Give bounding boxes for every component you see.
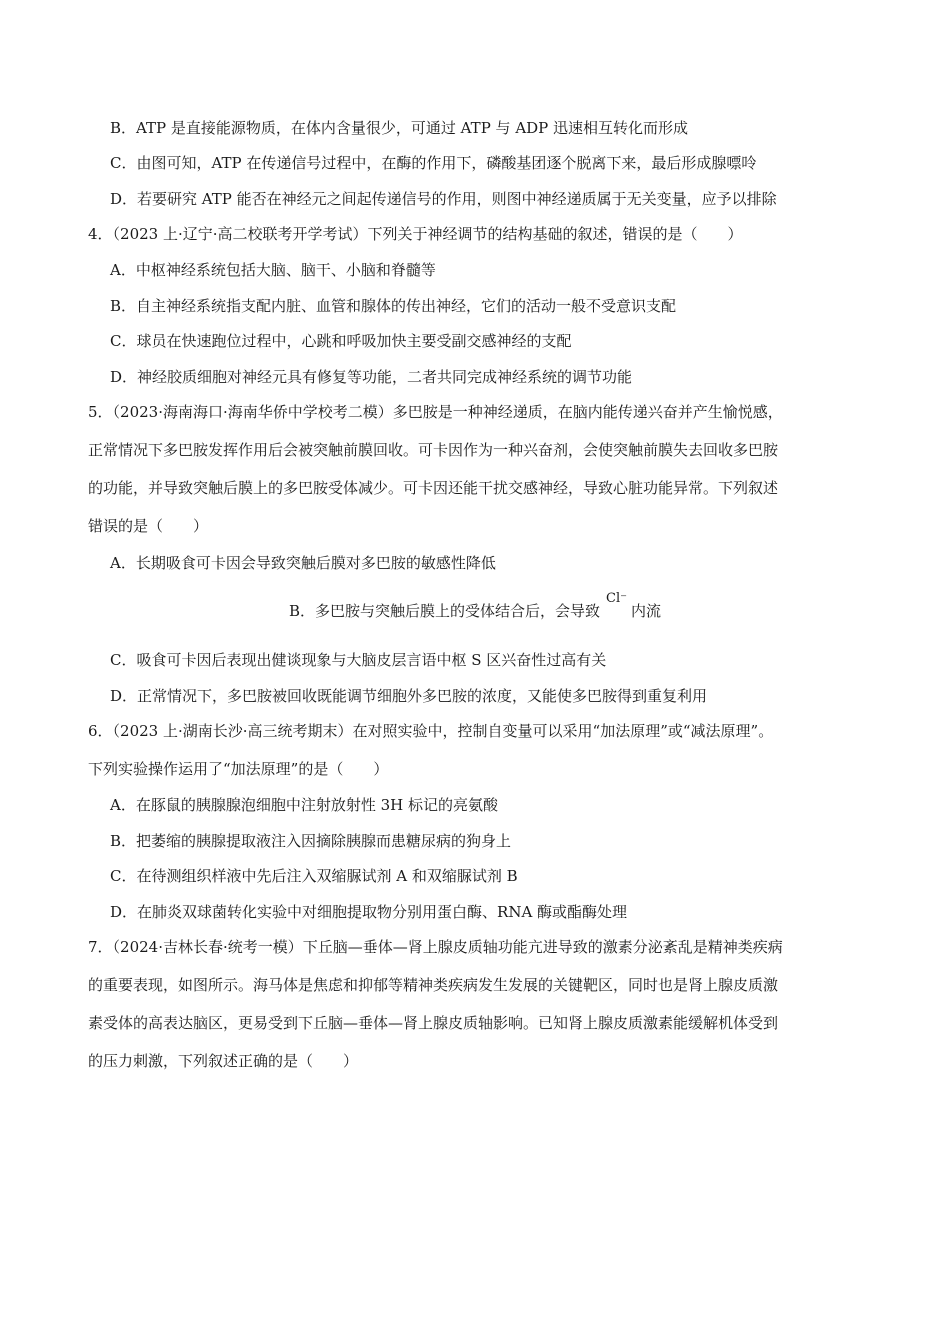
question-5-stem-line3: 的功能，并导致突触后膜上的多巴胺受体减少。可卡因还能干扰交感神经，导致心脏功能异常。下列叙述: [88, 479, 779, 497]
question-5-option-b: [0, 591, 950, 623]
question-7-stem-line1: 7．（2024·吉林长春·统考一模）下丘脑—垂体—肾上腺皮质轴功能亢进导致的激素分泌紊乱是精神类疾病: [88, 938, 783, 956]
question-6-stem-line1: 6．（2023 上·湖南长沙·高三统考期末）在对照实验中，控制自变量可以采用“加法原理”或“减法原理”。: [88, 722, 774, 740]
prev-option-b: B．ATP 是直接能源物质，在体内含量很少，可通过 ATP 与 ADP 迅速相互转化而形成: [110, 119, 689, 137]
question-4-option-b: B．自主神经系统指支配内脏、血管和腺体的传出神经，它们的活动一般不受意识支配: [110, 297, 677, 315]
question-4-option-c: C．球员在快速跑位过程中，心跳和呼吸加快主要受副交感神经的支配: [110, 332, 572, 350]
question-5-option-c: C．吸食可卡因后表现出健谈现象与大脑皮层言语中枢 S 区兴奋性过高有关: [110, 651, 607, 669]
question-5-option-b-text: B．多巴胺与突触后膜上的受体结合后，会导致: [288, 602, 601, 620]
question-5-stem-line2: 正常情况下多巴胺发挥作用后会被突触前膜回收。可卡因作为一种兴奋剂，会使突触前膜失去回收多巴胺: [88, 441, 779, 459]
question-6-option-c: C．在待测组织样液中先后注入双缩脲试剂 A 和双缩脲试剂 B: [110, 867, 518, 885]
question-7-stem-line4: 的压力刺激，下列叙述正确的是（ ）: [88, 1052, 359, 1070]
question-7-stem-line3: 素受体的高表达脑区，更易受到下丘脑—垂体—肾上腺皮质轴影响。已知肾上腺皮质激素能缓解机体受到: [88, 1014, 779, 1032]
question-5-option-d: D．正常情况下，多巴胺被回收既能调节细胞外多巴胺的浓度，又能使多巴胺得到重复利用: [110, 687, 708, 705]
prev-option-c: C．由图可知，ATP 在传递信号过程中，在酶的作用下，磷酸基团逐个脱离下来，最后形成腺嘌呤: [110, 154, 757, 172]
question-6-option-d: D．在肺炎双球菌转化实验中对细胞提取物分别用蛋白酶、RNA 酶或酯酶处理: [110, 903, 628, 921]
question-4-option-d: D．神经胶质细胞对神经元具有修复等功能，二者共同完成神经系统的调节功能: [110, 368, 633, 386]
chloride-ion-formula: Cl⁻: [606, 591, 627, 606]
question-6-stem-line2: 下列实验操作运用了“加法原理”的是（ ）: [88, 760, 389, 778]
question-6-option-a: A．在豚鼠的胰腺腺泡细胞中注射放射性 3H 标记的亮氨酸: [110, 796, 498, 814]
prev-option-d: D．若要研究 ATP 能否在神经元之间起传递信号的作用，则图中神经递质属于无关变量，应予以排除: [110, 190, 777, 208]
question-7-stem-line2: 的重要表现，如图所示。海马体是焦虑和抑郁等精神类疾病发生发展的关键靶区，同时也是肾上腺皮质激: [88, 976, 779, 994]
question-5-stem-line1: 5．（2023·海南海口·海南华侨中学校考二模）多巴胺是一种神经递质，在脑内能传递兴奋并产生愉悦感，: [88, 403, 783, 421]
question-5-stem-line4: 错误的是（ ）: [88, 517, 209, 535]
question-5-option-b-text-end: 内流: [630, 602, 661, 620]
question-4-option-a: A．中枢神经系统包括大脑、脑干、小脑和脊髓等: [110, 261, 436, 279]
question-4-stem: 4．（2023 上·辽宁·高二校联考开学考试）下列关于神经调节的结构基础的叙述，错误的是（ ）: [88, 225, 743, 243]
question-5-option-a: A．长期吸食可卡因会导致突触后膜对多巴胺的敏感性降低: [110, 554, 496, 572]
question-6-option-b: B．把萎缩的胰腺提取液注入因摘除胰腺而患糖尿病的狗身上: [110, 832, 512, 850]
